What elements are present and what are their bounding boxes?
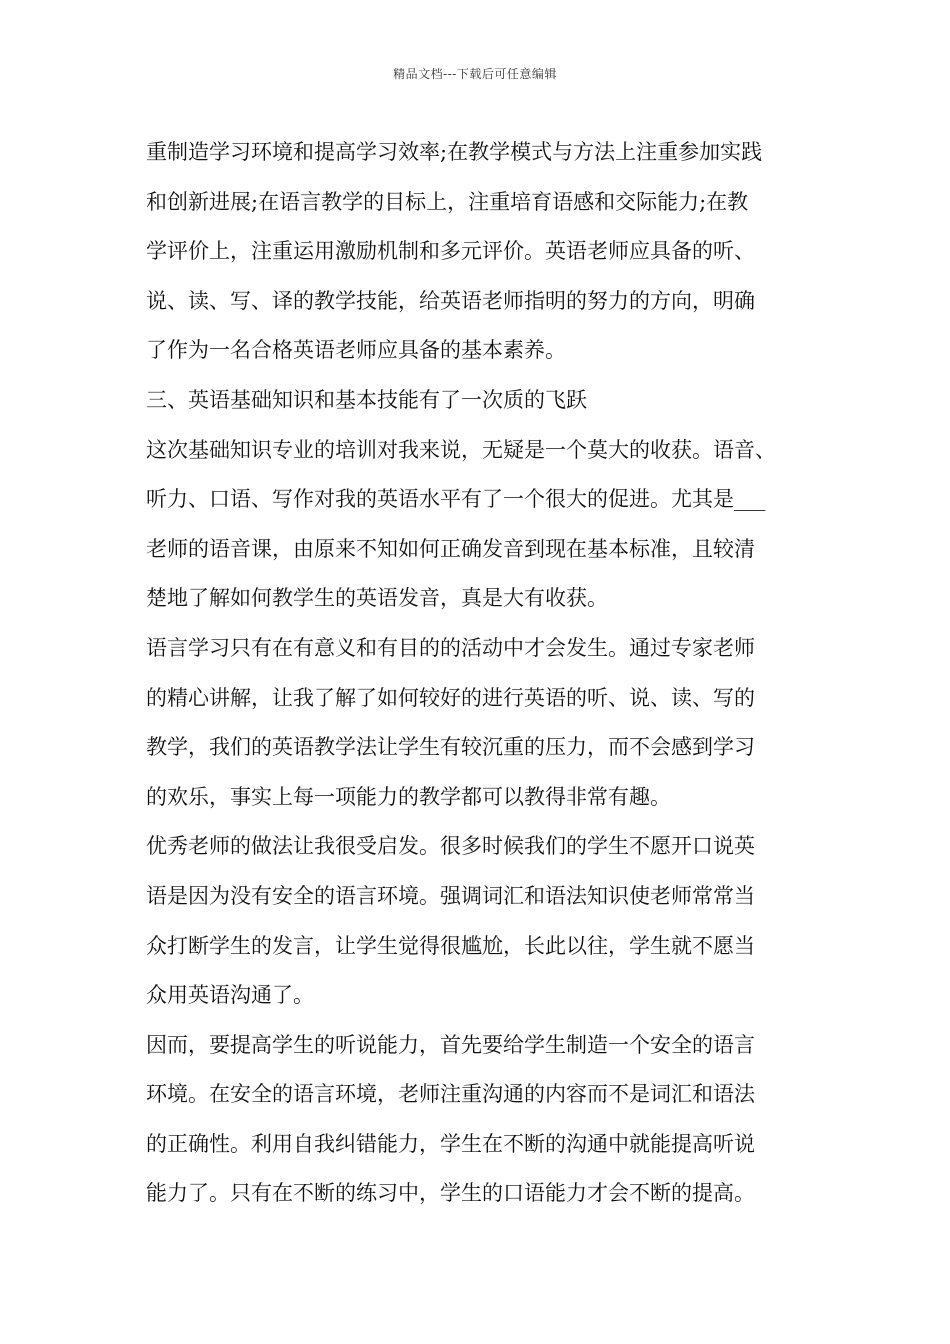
text-line: 学评价上，注重运用激励机制和多元评价。英语老师应具备的听、 xyxy=(146,239,755,264)
text-line: 老师的语音课，由原来不知如何正确发音到现在基本标准，且较清 xyxy=(146,536,755,561)
text-line: 语言学习只有在有意义和有目的的活动中才会发生。通过专家老师 xyxy=(146,635,755,660)
document-body xyxy=(146,128,816,1219)
page-header: 精品文档---下载后可任意编辑 xyxy=(393,67,557,81)
text-line: 众打断学生的发言，让学生觉得很尴尬，长此以往，学生就不愿当 xyxy=(146,933,755,958)
text-line: 众用英语沟通了。 xyxy=(146,983,314,1008)
text-line: 的精心讲解，让我了解了如何较好的进行英语的听、说、读、写的 xyxy=(146,685,755,710)
text-line: 了作为一名合格英语老师应具备的基本素养。 xyxy=(146,338,566,363)
text-line: 重制造学习环境和提高学习效率;在教学模式与方法上注重参加实践 xyxy=(146,140,763,164)
text-line: 楚地了解如何教学生的英语发音，真是大有收获。 xyxy=(146,586,608,611)
text-line: 环境。在安全的语言环境，老师注重沟通的内容而不是词汇和语法 xyxy=(146,1082,755,1107)
text-line: 优秀老师的做法让我很受启发。很多时候我们的学生不愿开口说英 xyxy=(146,834,755,859)
text-line: 的欢乐，事实上每一项能力的教学都可以教得非常有趣。 xyxy=(146,784,671,809)
text-line: 能力了。只有在不断的练习中，学生的口语能力才会不断的提高。 xyxy=(146,1181,755,1206)
text-line: 这次基础知识专业的培训对我来说，无疑是一个莫大的收获。语音、 xyxy=(146,437,776,462)
text-line: 教学，我们的英语教学法让学生有较沉重的压力，而不会感到学习 xyxy=(146,735,755,760)
text-line: 因而，要提高学生的听说能力，首先要给学生制造一个安全的语言 xyxy=(146,1032,755,1057)
section-heading: 三、英语基础知识和基本技能有了一次质的飞跃 xyxy=(146,387,587,412)
text-line: 说、读、写、译的教学技能，给英语老师指明的努力的方向，明确 xyxy=(146,288,755,313)
text-line: 听力、口语、写作对我的英语水平有了一个很大的促进。尤其是___ xyxy=(146,487,766,512)
text-line: 语是因为没有安全的语言环境。强调词汇和语法知识使老师常常当 xyxy=(146,883,755,908)
text-line: 和创新进展;在语言教学的目标上，注重培育语感和交际能力;在教 xyxy=(146,189,749,214)
text-line: 的正确性。利用自我纠错能力，学生在不断的沟通中就能提高听说 xyxy=(146,1131,755,1156)
